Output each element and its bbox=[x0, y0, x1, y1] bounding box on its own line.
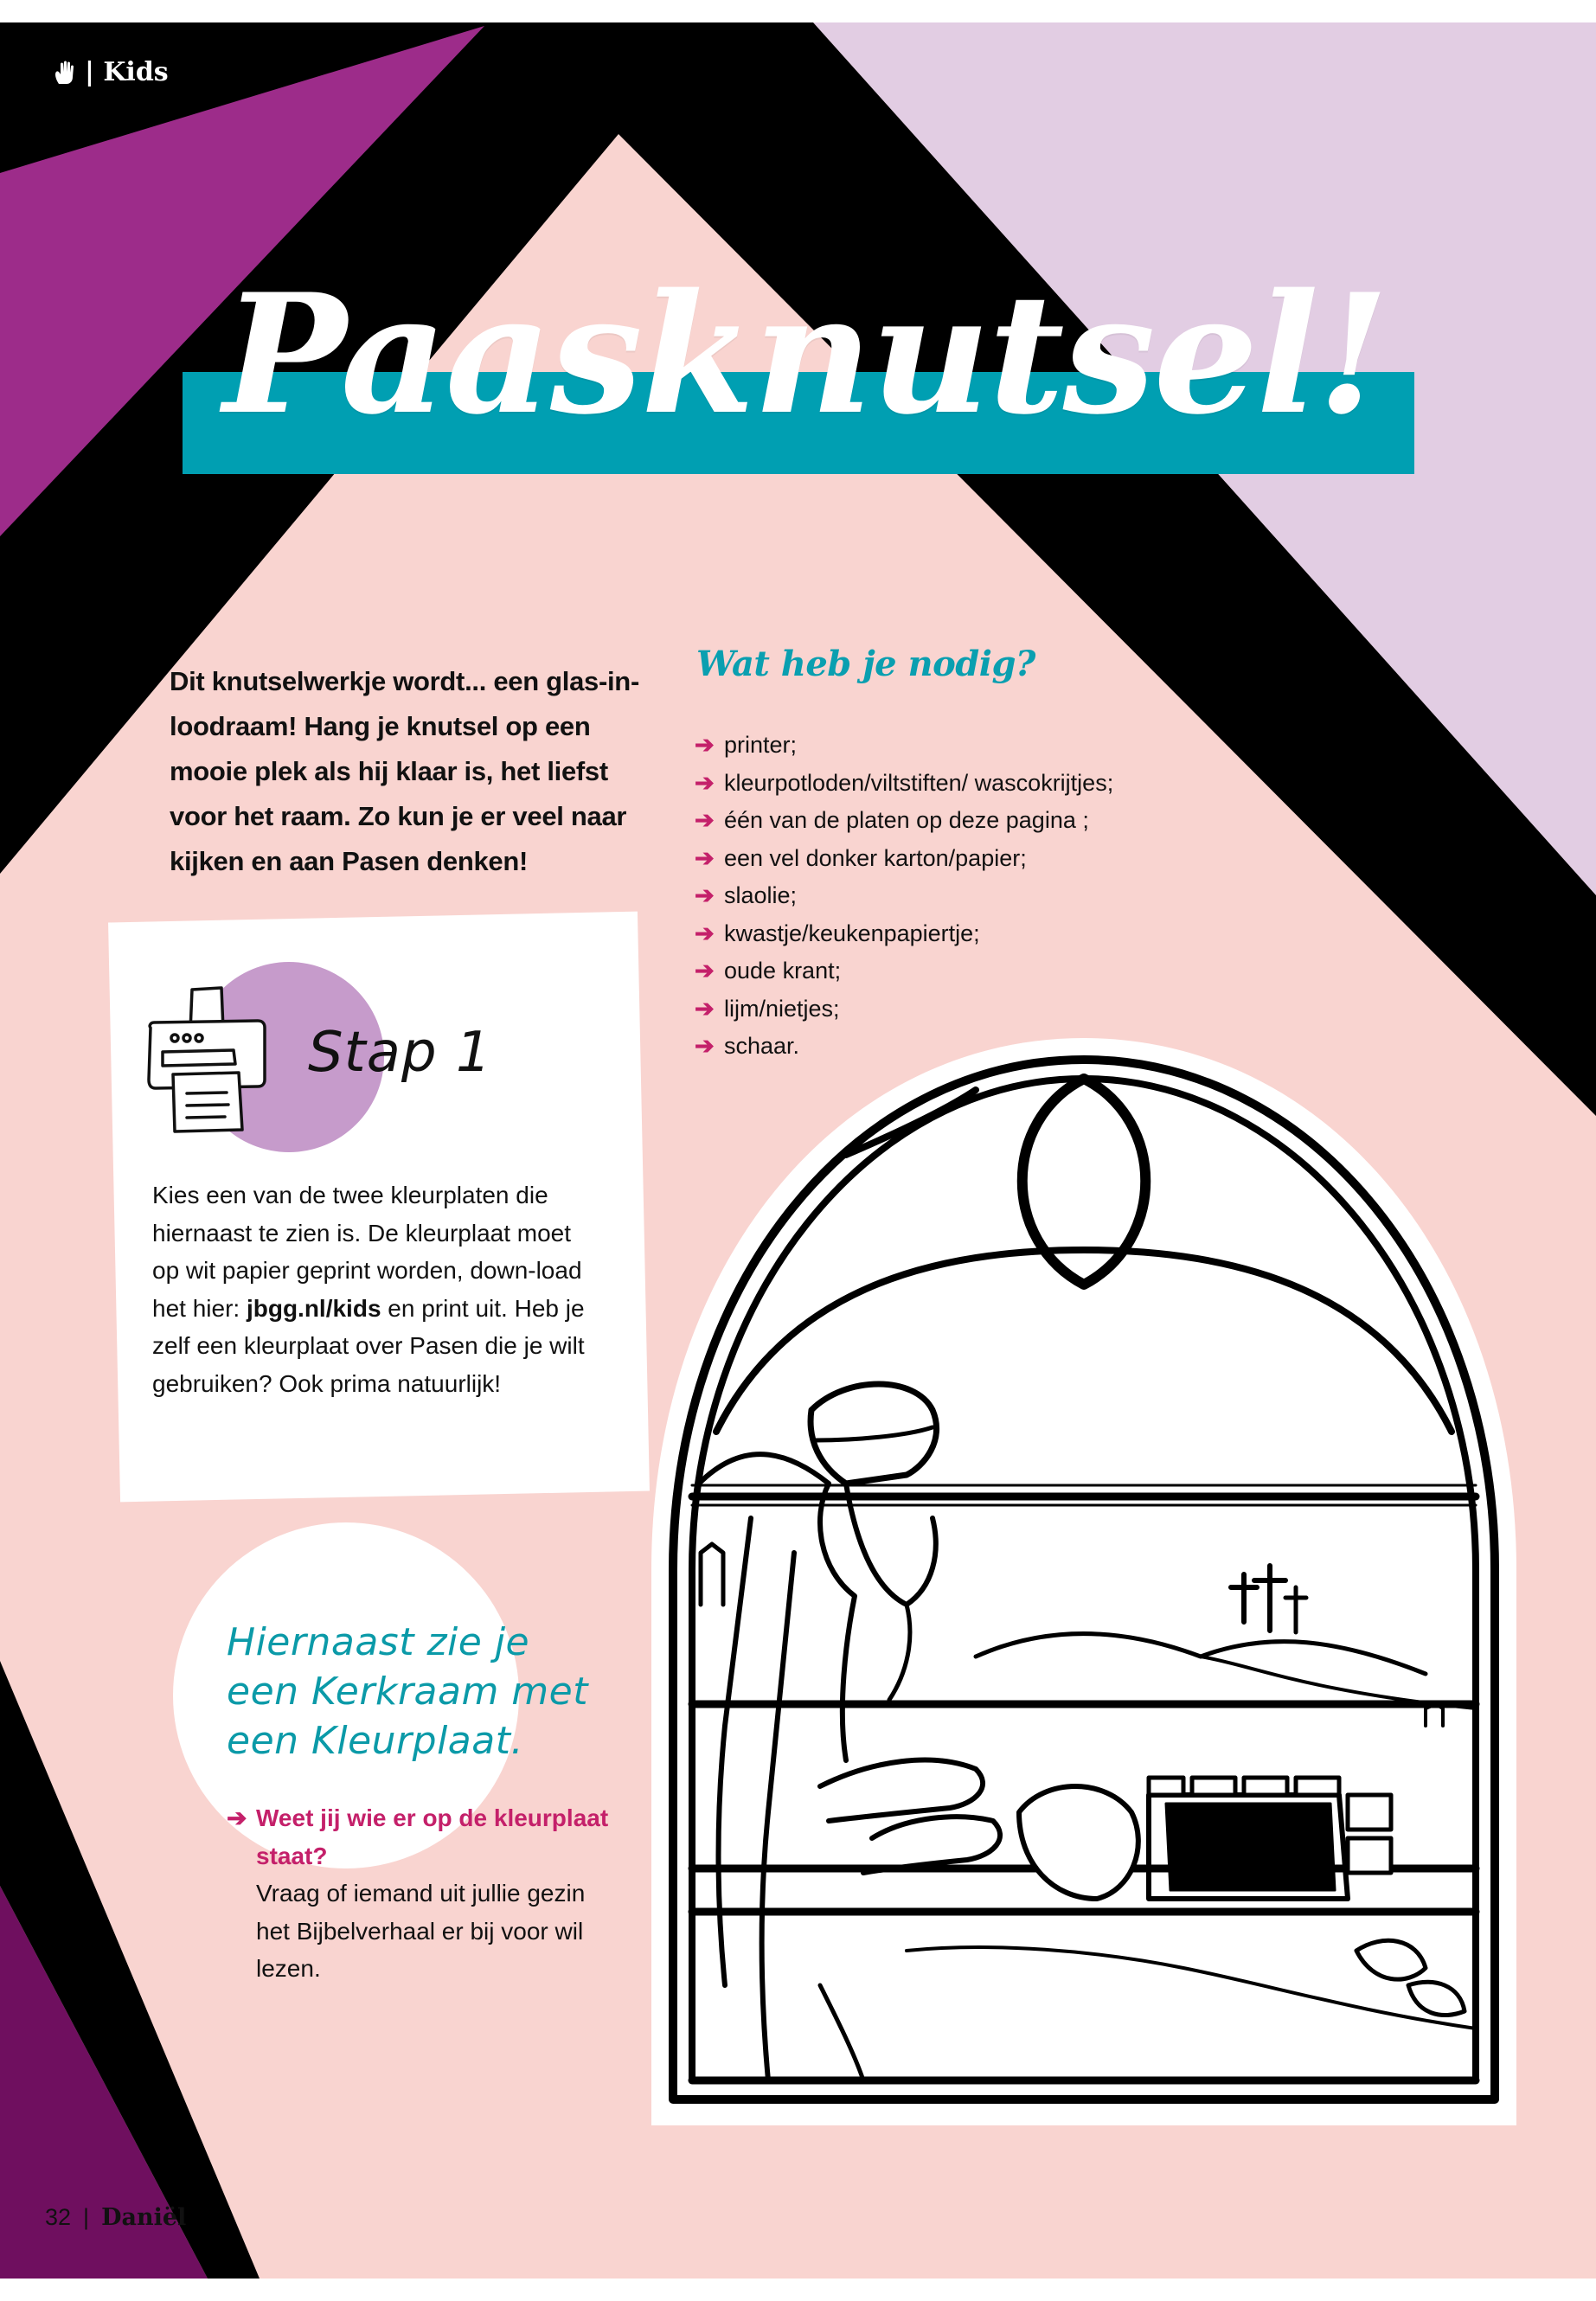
arrow-icon: ➔ bbox=[695, 769, 715, 796]
download-link[interactable]: jbgg.nl/kids bbox=[246, 1294, 381, 1322]
stained-glass-coloring-page bbox=[647, 1034, 1521, 2125]
arrow-icon: ➔ bbox=[695, 1033, 715, 1059]
printer-icon bbox=[138, 977, 277, 1142]
footer-separator: | bbox=[83, 2204, 90, 2230]
list-item: ➔ één van de platen op deze pagina ; bbox=[695, 802, 1144, 840]
arrow-icon: ➔ bbox=[695, 844, 715, 871]
section-tag bbox=[54, 57, 169, 87]
arrow-icon: ➔ bbox=[695, 920, 715, 946]
intro-text: Dit knutselwerkje wordt... een glas-in-loodraam! Hang je knutsel op een mooie plek als hij klaar is, het liefst voor het raam. Zo kun je er veel naar kijken en aan Pasen denken! bbox=[170, 666, 639, 876]
tip-question: ➔ Weet jij wie er op de kleurplaat staat? bbox=[227, 1799, 645, 1875]
arrow-icon: ➔ bbox=[695, 995, 715, 1022]
list-item: ➔ slaolie; bbox=[695, 877, 1144, 915]
arrow-icon: ➔ bbox=[695, 882, 715, 908]
list-item: ➔ kleurpotloden/viltstiften/ wascokrijtjes; bbox=[695, 765, 1144, 803]
needs-heading: Wat heb je nodig? bbox=[696, 644, 1035, 684]
arrow-icon: ➔ bbox=[695, 807, 715, 833]
list-item: ➔ een vel donker karton/papier; bbox=[695, 840, 1144, 878]
tip-answer: Vraag of iemand uit jullie gezin het Bijbelverhaal er bij voor wil lezen. bbox=[256, 1880, 586, 1982]
list-item: ➔ printer; bbox=[695, 727, 1144, 765]
list-item: ➔ schaar. bbox=[695, 1028, 1144, 1066]
page-number: 32 bbox=[45, 2204, 72, 2230]
arrow-icon: ➔ bbox=[227, 1804, 247, 1831]
magazine-name: Daniël bbox=[101, 2204, 187, 2231]
arrow-icon: ➔ bbox=[695, 958, 715, 984]
hand-icon bbox=[54, 60, 76, 86]
step-text: Kies een van de twee kleurplaten die hiernaast te zien is. De kleurplaat moet op wit papier geprint worden, down-load het hier: jbgg.nl/kids en print uit. Heb je zelf een kleurplaat over Pasen die je wilt gebruiken? Ook prima natuurlijk! bbox=[152, 1182, 585, 1397]
page-title: Paasknutsel! bbox=[223, 258, 1388, 451]
needs-list bbox=[695, 727, 1144, 1066]
list-item: ➔ lijm/nietjes; bbox=[695, 990, 1144, 1029]
footer bbox=[45, 2204, 186, 2231]
section-label: | Kids bbox=[85, 57, 169, 87]
list-item: ➔ oude krant; bbox=[695, 952, 1144, 990]
list-item: ➔ kwastje/keukenpapiertje; bbox=[695, 915, 1144, 953]
arrow-icon: ➔ bbox=[695, 732, 715, 758]
tip-handwritten: Hiernaast zie je een Kerkraam met een Kleurplaat. bbox=[227, 1620, 588, 1763]
step-label: Stap 1 bbox=[308, 1021, 492, 1085]
